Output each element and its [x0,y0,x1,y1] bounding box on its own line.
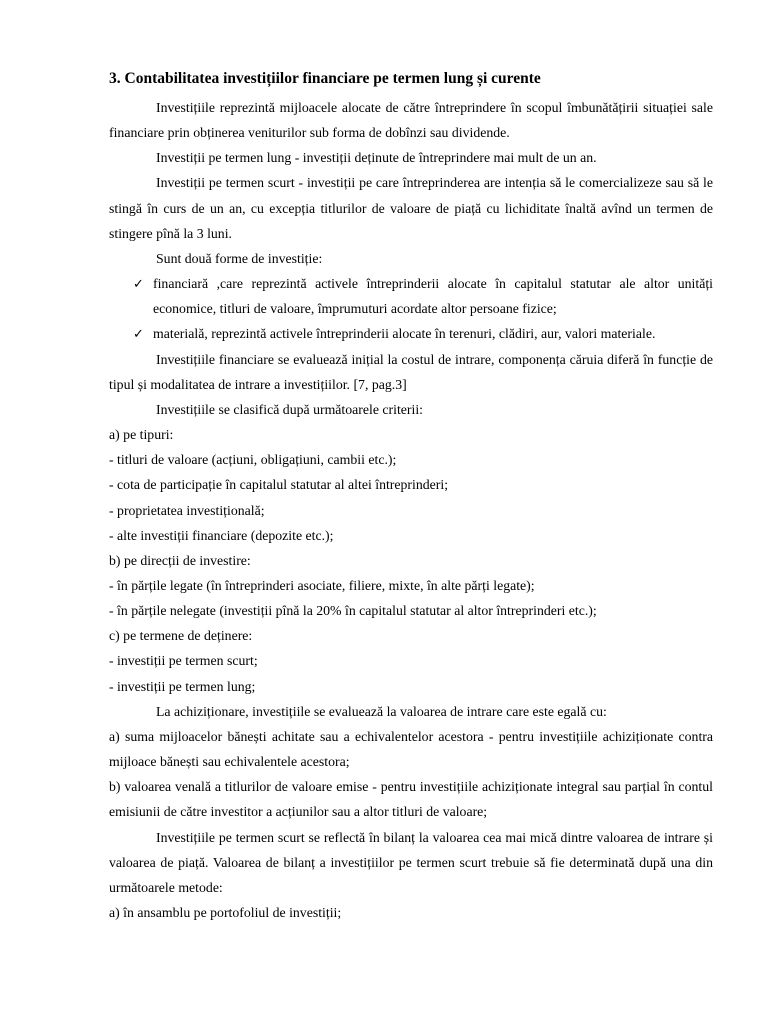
list-item: - titluri de valoare (acțiuni, obligațiuni, cambii etc.); [109,452,397,468]
list-item: - alte investiții financiare (depozite etc.); [109,527,334,543]
list-item: - cota de participație în capitalul statutar al altei întreprinderi; [109,477,449,493]
list-item: - investiții pe termen scurt; [109,653,258,669]
paragraph-termen-scurt: Investiții pe termen scurt - investiții pe care întreprinderea are intenția să le comercializeze sau să le stingă în curs de un an, cu excepția titlurilor de valoare de piață cu lichiditate înaltă avînd un termen de stingere pînă la 3 luni. [109,175,713,241]
list-item: - în părțile nelegate (investiții pînă la 20% în capitalul statutar al altor întreprinderi etc.); [109,603,597,619]
bullet-item-materiala [109,321,713,346]
paragraph-achizitionare: La achiziționare, investițiile se evaluează la valoarea de intrare care este egală cu: [156,703,607,719]
paragraph-suma-mijloacelor: a) suma mijloacelor bănești achitate sau a echivalentelor acestora - pentru investițiile achiziționate contra mijloace bănești sau echivalentele acestora; [109,728,713,770]
bullet-item-financiara [109,271,713,321]
check-mark-icon: ✓ [133,276,144,292]
paragraph-forme-investitie: Sunt două forme de investiție: [156,250,323,266]
list-item: b) pe direcții de investire: [109,552,251,568]
list-item: a) pe tipuri: [109,427,174,443]
list-item: a) în ansamblu pe portofoliul de investiții; [109,905,342,920]
section-heading: 3. Contabilitatea investițiilor financiare pe termen lung și curente [109,70,541,87]
list-item: - în părțile legate (în întreprinderi asociate, filiere, mixte, în alte părți legate); [109,577,535,593]
list-item: c) pe termene de deținere: [109,628,253,644]
paragraph-termen-lung: Investiții pe termen lung - investiții deținute de întreprindere mai mult de un an. [156,150,597,166]
bullet-text: financiară ,care reprezintă activele întreprinderii alocate în capitalul statutar ale altor unități economice, titluri de valoare, împrumuturi acordate altor persoane fizice; [153,276,713,317]
paragraph-investitii-definitie: Investițiile reprezintă mijloacele alocate de către întreprindere în scopul îmbunătățirii situației sale financiare prin obținerea veniturilor sub forma de dobînzi sau dividende. [109,100,713,141]
paragraph-bilant: Investițiile pe termen scurt se reflectă în bilanț la valoarea cea mai mică dintre valoarea de intrare și valoarea de piață. Valoarea de bilanț a investițiilor pe termen scurt trebuie să fie determinată după una din următoarele metode: [109,829,713,895]
list-item: - proprietatea investițională; [109,502,265,518]
paragraph-valoarea-venala: b) valoarea venală a titlurilor de valoare emise - pentru investițiile achiziționate integral sau parțial în contul emisiunii de către investitor a acțiunilor sau a altor titluri de valoare; [109,779,713,820]
paragraph-evaluare-initiala: Investițiile financiare se evaluează inițial la costul de intrare, componența căruia diferă în funcție de tipul și modalitatea de intrare a investițiilor. [7, pag.3] [109,351,713,392]
check-mark-icon: ✓ [133,326,144,342]
document-page [109,66,713,925]
paragraph-criterii: Investițiile se clasifică după următoarele criterii: [156,401,424,417]
list-item: - investiții pe termen lung; [109,678,256,694]
bullet-text: materială, reprezintă activele întreprinderii alocate în terenuri, clădiri, aur, valori materiale. [153,326,656,342]
